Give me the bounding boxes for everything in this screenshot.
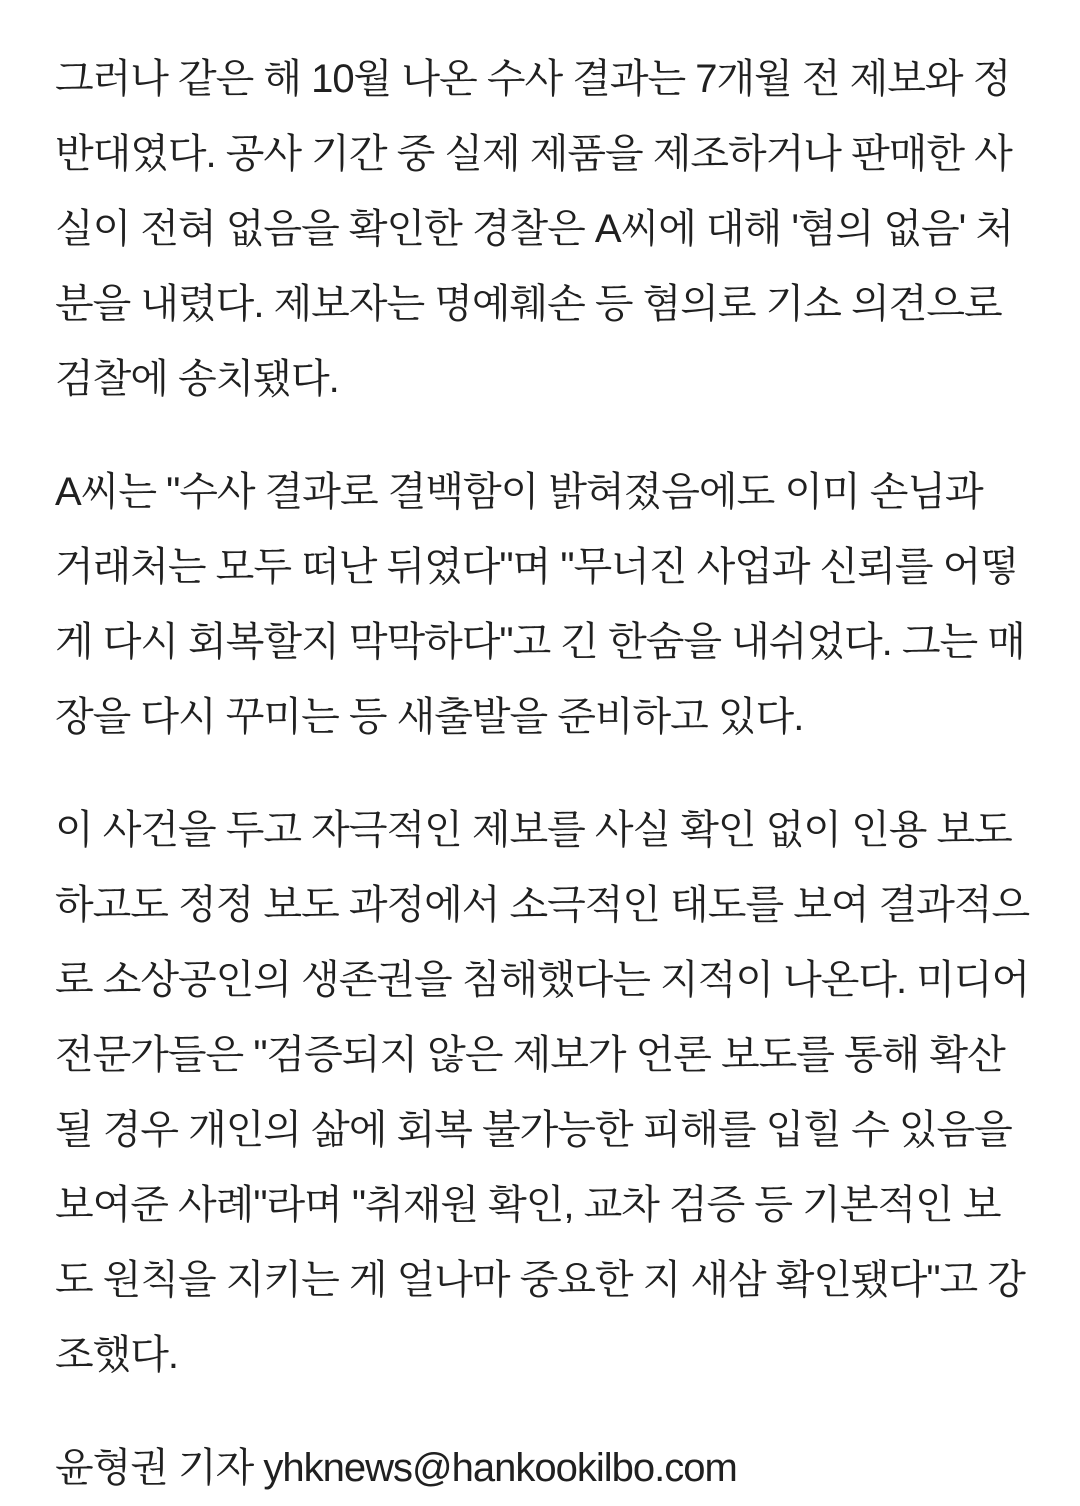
article-paragraph-2: A씨는 "수사 결과로 결백함이 밝혀졌음에도 이미 손님과 거래처는 모두 떠난 뒤였다"며 "무너진 사업과 신뢰를 어떻게 다시 회복할지 막막하다"고 긴 한숨을 내쉬었다. 그는 매장을 다시 꾸미는 등 새출발을 준비하고 있다. — [55, 470, 1025, 739]
article-byline: 윤형권 기자 yhknews@hankookilbo.com — [55, 1446, 737, 1490]
article-paragraph-3: 이 사건을 두고 자극적인 제보를 사실 확인 없이 인용 보도하고도 정정 보도 과정에서 소극적인 태도를 보여 결과적으로 소상공인의 생존권을 침해했다는 지적이 나온다. 미디어 전문가들은 "검증되지 않은 제보가 언론 보도를 통해 확산될 경우 개인의 삶에 회복 불가능한 피해를 입힐 수 있음을 보여준 사례"라며 "취재원 확인, 교차 검증 등 기본적인 보도 원칙을 지키는 게 얼나마 중요한 지 새삼 확인됐다"고 강조했다. — [55, 808, 1030, 1377]
article-paragraph-1: 그러나 같은 해 10월 나온 수사 결과는 7개월 전 제보와 정반대였다. 공사 기간 중 실제 제품을 제조하거나 판매한 사실이 전혀 없음을 확인한 경찰은 A씨에 대해 '혐의 없음' 처분을 내렸다. 제보자는 명예훼손 등 혐의로 기소 의견으로 검찰에 송치됐다. — [55, 57, 1014, 401]
